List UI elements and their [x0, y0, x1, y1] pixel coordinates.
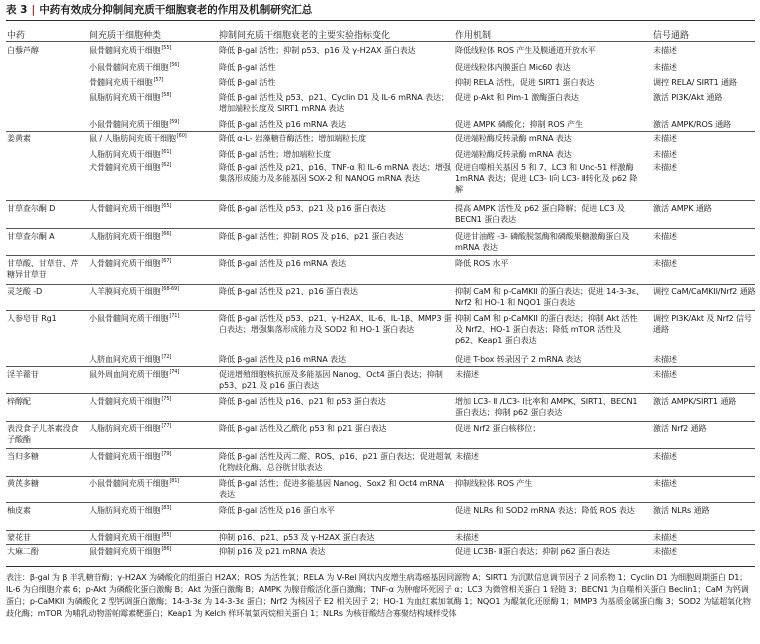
header-mechanism: 作用机制 [455, 31, 492, 41]
indicator-changes: 降低 β-gal 活性及乙酰化 p53 和 p21 蛋白表达 [219, 423, 387, 433]
signal-pathway: 激活 AMPK 通路 [653, 203, 712, 213]
mechanism: 促进甘油醛 -3- 磷酸脱氢酶和磷酸果糖激酶蛋白及 mRNA 表达 [455, 231, 630, 252]
cell-type: 人骨髓间充质干细胞[65] [89, 203, 172, 213]
citation-ref: [65] [161, 203, 172, 210]
citation-ref: [68-69] [161, 286, 179, 293]
indicator-changes: 降低 β-gal 活性及 p53、p21、γ-H2AX、IL-6、IL-1β、MMP3 蛋白表达；增强集落形成能力及 SOD2 和 HO-1 蛋白表达 [219, 313, 452, 334]
citation-ref: [77] [161, 423, 172, 430]
signal-pathway: 未描述 [653, 478, 677, 488]
group-divider [6, 284, 755, 285]
group-divider [6, 502, 755, 503]
indicator-changes: 抑制 p16、p21、p53 及 γ-H2AX 蛋白表达 [219, 532, 375, 542]
cell-type: 人骨髓间充质干细胞[79] [89, 451, 172, 461]
mechanism: 促进端粒酶反转录酶 mRNA 表达 [455, 149, 572, 159]
signal-pathway: 调控 RELA/ SIRT1 通路 [653, 77, 737, 87]
signal-pathway: 未描述 [653, 369, 677, 379]
group-divider [6, 544, 755, 545]
mechanism: 增加 LC3- Ⅱ /LC3- Ⅰ比率和 AMPK、SIRT1、BECN1 蛋白表达；抑制 p62 蛋白表达 [455, 396, 638, 417]
citation-ref: [62] [161, 162, 172, 169]
group-divider [6, 448, 755, 449]
group-divider [6, 530, 755, 531]
signal-pathway: 未描述 [653, 62, 677, 72]
citation-ref: [55] [161, 45, 172, 52]
citation-ref: [61] [161, 149, 172, 156]
indicator-changes: 降低 β-gal 活性及丙二醛、ROS、p16、p21 蛋白表达；促进超氧化物歧化酶、总谷胱甘肽表达 [219, 451, 452, 472]
cell-type: 人脂肪间充质干细胞[83] [89, 505, 172, 515]
signal-pathway: 激活 AMPK/ROS 通路 [653, 119, 731, 129]
signal-pathway: 调控 PI3K/Akt 及 Nrf2 信号通路 [653, 313, 752, 334]
citation-ref: [83] [161, 505, 172, 512]
cell-type: 鼠骨髓间充质干细胞[86] [89, 546, 172, 556]
mechanism: 未描述 [455, 532, 479, 542]
herb-name: 黄芪多糖 [7, 478, 39, 488]
citation-ref: [59] [169, 119, 180, 126]
mechanism: 抑制 CaM 和 p-CaMKII 的蛋白表达；抑制 Akt 活性及 Nrf2、HO-1 蛋白表达；降低 mTOR 活性及 p62、Keap1 蛋白表达 [455, 313, 638, 345]
cell-type: 人脐血间充质干细胞[72] [89, 354, 172, 364]
mechanism: 抑制 RELA 活性，促进 SIRT1 蛋白表达 [455, 77, 595, 87]
citation-ref: [85] [161, 532, 172, 539]
citation-ref: [72] [161, 354, 172, 361]
signal-pathway: 激活 AMPK/SIRT1 通路 [653, 396, 737, 406]
cell-type: 骨髓间充质干细胞[57] [89, 77, 164, 87]
herb-name: 柚皮素 [7, 505, 31, 515]
group-divider [6, 310, 755, 311]
mechanism: 促进 Nrf2 蛋白核移位； [455, 423, 541, 433]
signal-pathway: 调控 CaM/CaMKII/Nrf2 通路 [653, 286, 756, 296]
indicator-changes: 降低 β-gal 活性；增加端粒长度 [219, 149, 331, 159]
mechanism: 抑制线粒体 ROS 产生 [455, 478, 533, 488]
mechanism: 促进 T-box 转录因子 2 mRNA 表达 [455, 354, 582, 364]
table-number: 表 3 [6, 4, 28, 16]
table-caption: 中药有效成分抑制间充质干细胞衰老的作用及机制研究汇总 [39, 4, 313, 16]
group-divider [6, 476, 755, 477]
citation-ref: [60] [176, 133, 187, 140]
citation-ref: [79] [161, 451, 172, 458]
citation-ref: [74] [169, 369, 180, 376]
indicator-changes: 降低 β-gal 活性及 p16、p21 和 p53 蛋白表达 [219, 396, 386, 406]
herb-name: 姜黄素 [7, 133, 31, 143]
citation-ref: [81] [169, 478, 180, 485]
mechanism: 未描述 [455, 451, 479, 461]
header-pathway: 信号通路 [653, 31, 690, 41]
signal-pathway: 未描述 [653, 45, 677, 55]
header-herb: 中药 [7, 31, 26, 41]
cell-type: 人骨髓间充质干细胞[85] [89, 532, 172, 542]
top-rule [6, 20, 755, 21]
signal-pathway: 激活 PI3K/Akt 通路 [653, 92, 723, 102]
citation-ref: [75] [161, 396, 172, 403]
cell-type: 鼠骨髓间充质干细胞[55] [89, 45, 172, 55]
cell-type: 人羊膜间充质干细胞[68-69] [89, 286, 179, 296]
signal-pathway: 未描述 [653, 258, 677, 268]
cell-type: 人脂肪间充质干细胞[77] [89, 423, 172, 433]
group-divider [6, 421, 755, 422]
indicator-changes: 降低 β-gal 活性；抑制 p53、p16 及 γ-H2AX 蛋白表达 [219, 45, 416, 55]
citation-ref: [58] [161, 92, 172, 99]
signal-pathway: 未描述 [653, 133, 677, 143]
signal-pathway: 未描述 [653, 532, 677, 542]
indicator-changes: 降低 β-gal 活性及 p53、p21、Cyclin D1 及 IL-6 mRNA 表达；增加端粒长度及 SIRT1 mRNA 表达 [219, 92, 449, 113]
herb-name: 灵芝酸 -D [7, 286, 43, 296]
cell-type: 鼠 / 人脂肪间充质干细胞[60] [89, 133, 187, 143]
mechanism: 抑制 CaM 和 p-CaMKII 的蛋白表达；促进 14-3-3ε、Nrf2 和 HO-1 和 NQO1 蛋白表达 [455, 286, 644, 307]
mechanism: 促进 AMPK 磷酸化；抑制 ROS 产生 [455, 119, 583, 129]
indicator-changes: 促进增殖细胞核抗原及多能基因 Nanog、Oct4 蛋白表达；抑制 p53、p21 及 p16 蛋白表达 [219, 369, 443, 390]
indicator-changes: 降低 β-gal 活性；抑制 ROS 及 p16、p21 蛋白表达 [219, 231, 404, 241]
signal-pathway: 未描述 [653, 231, 677, 241]
signal-pathway: 激活 NLRs 通路 [653, 505, 710, 515]
cell-type: 小鼠骨髓间充质干细胞[59] [89, 119, 180, 129]
citation-ref: [57] [153, 77, 164, 84]
signal-pathway: 未描述 [653, 546, 677, 556]
group-divider [6, 228, 755, 229]
indicator-changes: 降低 β-gal 活性 [219, 77, 276, 87]
mechanism: 降低 ROS 水平 [455, 258, 509, 268]
herb-name: 甘草查尔酮 A [7, 231, 55, 241]
herb-name: 甘草酸、甘草苷、芹糖异甘草苷 [7, 258, 79, 279]
herb-name: 淫羊藿苷 [7, 369, 39, 379]
mechanism: 促进自噬相关基因 5 和 7、LC3 和 Unc-51 样激酶 1mRNA 表达；促进 LC3- Ⅰ向 LC3- Ⅱ转化及 p62 降解 [455, 162, 638, 194]
signal-pathway: 未描述 [653, 451, 677, 461]
indicator-changes: 抑制 p16 及 p21 mRNA 表达 [219, 546, 326, 556]
table-footnote: 表注：β-gal 为 β 半乳糖苷酶；γ-H2AX 为磷酸化的组蛋白 H2AX；ROS 为活性氧；RELA 为 V-Rel 网状内皮增生病毒癌基因同源物 A；SIRT1 为沉默信息调节因子 2 同系物 1；Cyclin D1 为细胞周期蛋白 D1；IL-6 为白细胞介素 6；p-Akt 为磷酸化蛋白激酶 B；Akt 为蛋白激酶 B；AMPK 为腺苷酸活化蛋白激酶；TNF-α 为肿瘤坏死因子 α；LC3 为微管相关蛋白 1 轻链 3；BECN1 为自噬相关蛋白 Beclin1；CaM 为钙调蛋白；p-CaMKII 为磷酸化 2 型钙调蛋白激酶；14-3-3ε 为 14-3-3ε 蛋白；Nrf2 为核因子 E2 相关因子 2；HO-1 为血红素加氧酶 1；NQO1 为醌氧化还原酶 1；MMP3 为基质金属蛋白酶 3；SOD2 为锰超氧化物歧化酶；mTOR 为哺乳动物雷帕霉素靶蛋白；Keap1 为 Kelch 样环氧氯丙烷相关蛋白 1；NLRs 为核苷酸结合寡聚结构域样受体 [6, 572, 751, 618]
herb-name: 甘草查尔酮 D [7, 203, 56, 213]
cell-type: 鼠脂肪间充质干细胞[58] [89, 92, 172, 102]
herb-name: 表没食子儿茶素没食子酸酯 [7, 423, 79, 444]
herb-name: 大麻二酚 [7, 546, 39, 556]
cell-type: 人脂肪间充质干细胞[61] [89, 149, 172, 159]
herb-name: 蒙花苷 [7, 532, 31, 542]
cell-type: 犬骨髓间充质干细胞[62] [89, 162, 172, 172]
indicator-changes: 降低 β-gal 活性及 p21、p16、TNF-α 和 IL-6 mRNA 表达；增强集落形成能力及多能基因 SOX-2 和 NANOG mRNA 表达 [219, 162, 451, 183]
header-rule [6, 41, 755, 42]
group-divider [6, 393, 755, 394]
cell-type: 小鼠骨髓间充质干细胞[81] [89, 478, 180, 488]
header-cell-type: 间充质干细胞种类 [89, 31, 162, 41]
indicator-changes: 降低 β-gal 活性及 p53、p21 及 p16 蛋白表达 [219, 203, 386, 213]
title-separator: | [31, 4, 36, 16]
indicator-changes: 降低 β-gal 活性及 p16 mRNA 表达 [219, 119, 346, 129]
bottom-rule [6, 566, 755, 567]
mechanism: 促进 NLRs 和 SOD2 mRNA 表达；降低 ROS 表达 [455, 505, 635, 515]
citation-ref: [66] [161, 231, 172, 238]
mechanism: 促进 LC3B- Ⅱ蛋白表达；抑制 p62 蛋白表达 [455, 546, 610, 556]
mechanism: 促进线粒体内膜蛋白 Mic60 表达 [455, 62, 571, 72]
cell-type: 人骨髓间充质干细胞[67] [89, 258, 172, 268]
group-divider [6, 131, 755, 132]
cell-type: 小鼠骨髓间充质干细胞[71] [89, 313, 180, 323]
indicator-changes: 降低 β-gal 活性及 p16 蛋白水平 [219, 505, 335, 515]
citation-ref: [67] [161, 258, 172, 265]
herb-name: 当归多糖 [7, 451, 39, 461]
group-divider [6, 366, 755, 367]
citation-ref: [86] [161, 546, 172, 553]
cell-type: 鼠外周血间充质干细胞[74] [89, 369, 180, 379]
mechanism: 未描述 [455, 369, 479, 379]
mechanism: 提高 AMPK 活性及 p62 蛋白降解；促进 LC3 及 BECN1 蛋白表达 [455, 203, 625, 224]
signal-pathway: 未描述 [653, 149, 677, 159]
group-divider [6, 200, 755, 201]
indicator-changes: 降低 β-gal 活性及 p21、p16 蛋白表达 [219, 286, 358, 296]
citation-ref: [71] [169, 313, 180, 320]
cell-type: 人脂肪间充质干细胞[66] [89, 231, 172, 241]
signal-pathway: 未描述 [653, 162, 677, 172]
indicator-changes: 降低 β-gal 活性；促进多能基因 Nanog、Sox2 和 Oct4 mRNA 表达 [219, 478, 445, 499]
cell-type: 小鼠骨髓间充质干细胞[56] [89, 62, 180, 72]
header-indicators: 抑制间充质干细胞衰老的主要实验指标变化 [219, 31, 391, 41]
group-divider [6, 255, 755, 256]
signal-pathway: 激活 Nrf2 通路 [653, 423, 707, 433]
mechanism: 促进 p-Akt 和 Pim-1 激酶蛋白表达 [455, 92, 579, 102]
herb-name: 梓醇配 [7, 396, 31, 406]
herb-name: 白藜芦醇 [7, 45, 39, 55]
indicator-changes: 降低 β-gal 活性及 p16 mRNA 表达 [219, 258, 346, 268]
cell-type: 人骨髓间充质干细胞[75] [89, 396, 172, 406]
mechanism: 降低线粒体 ROS 产生及膜通道开放水平 [455, 45, 596, 55]
herb-name: 人参皂苷 Rg1 [7, 313, 57, 323]
mechanism: 促进端粒酶反转录酶 mRNA 表达 [455, 133, 572, 143]
signal-pathway: 未描述 [653, 354, 677, 364]
citation-ref: [56] [169, 62, 180, 69]
indicator-changes: 降低 α-L- 岩藻糖苷酶活性；增加端粒长度 [219, 133, 366, 143]
table-title [6, 2, 312, 17]
indicator-changes: 降低 β-gal 活性 [219, 62, 276, 72]
indicator-changes: 降低 β-gal 活性及 p16 mRNA 表达 [219, 354, 346, 364]
